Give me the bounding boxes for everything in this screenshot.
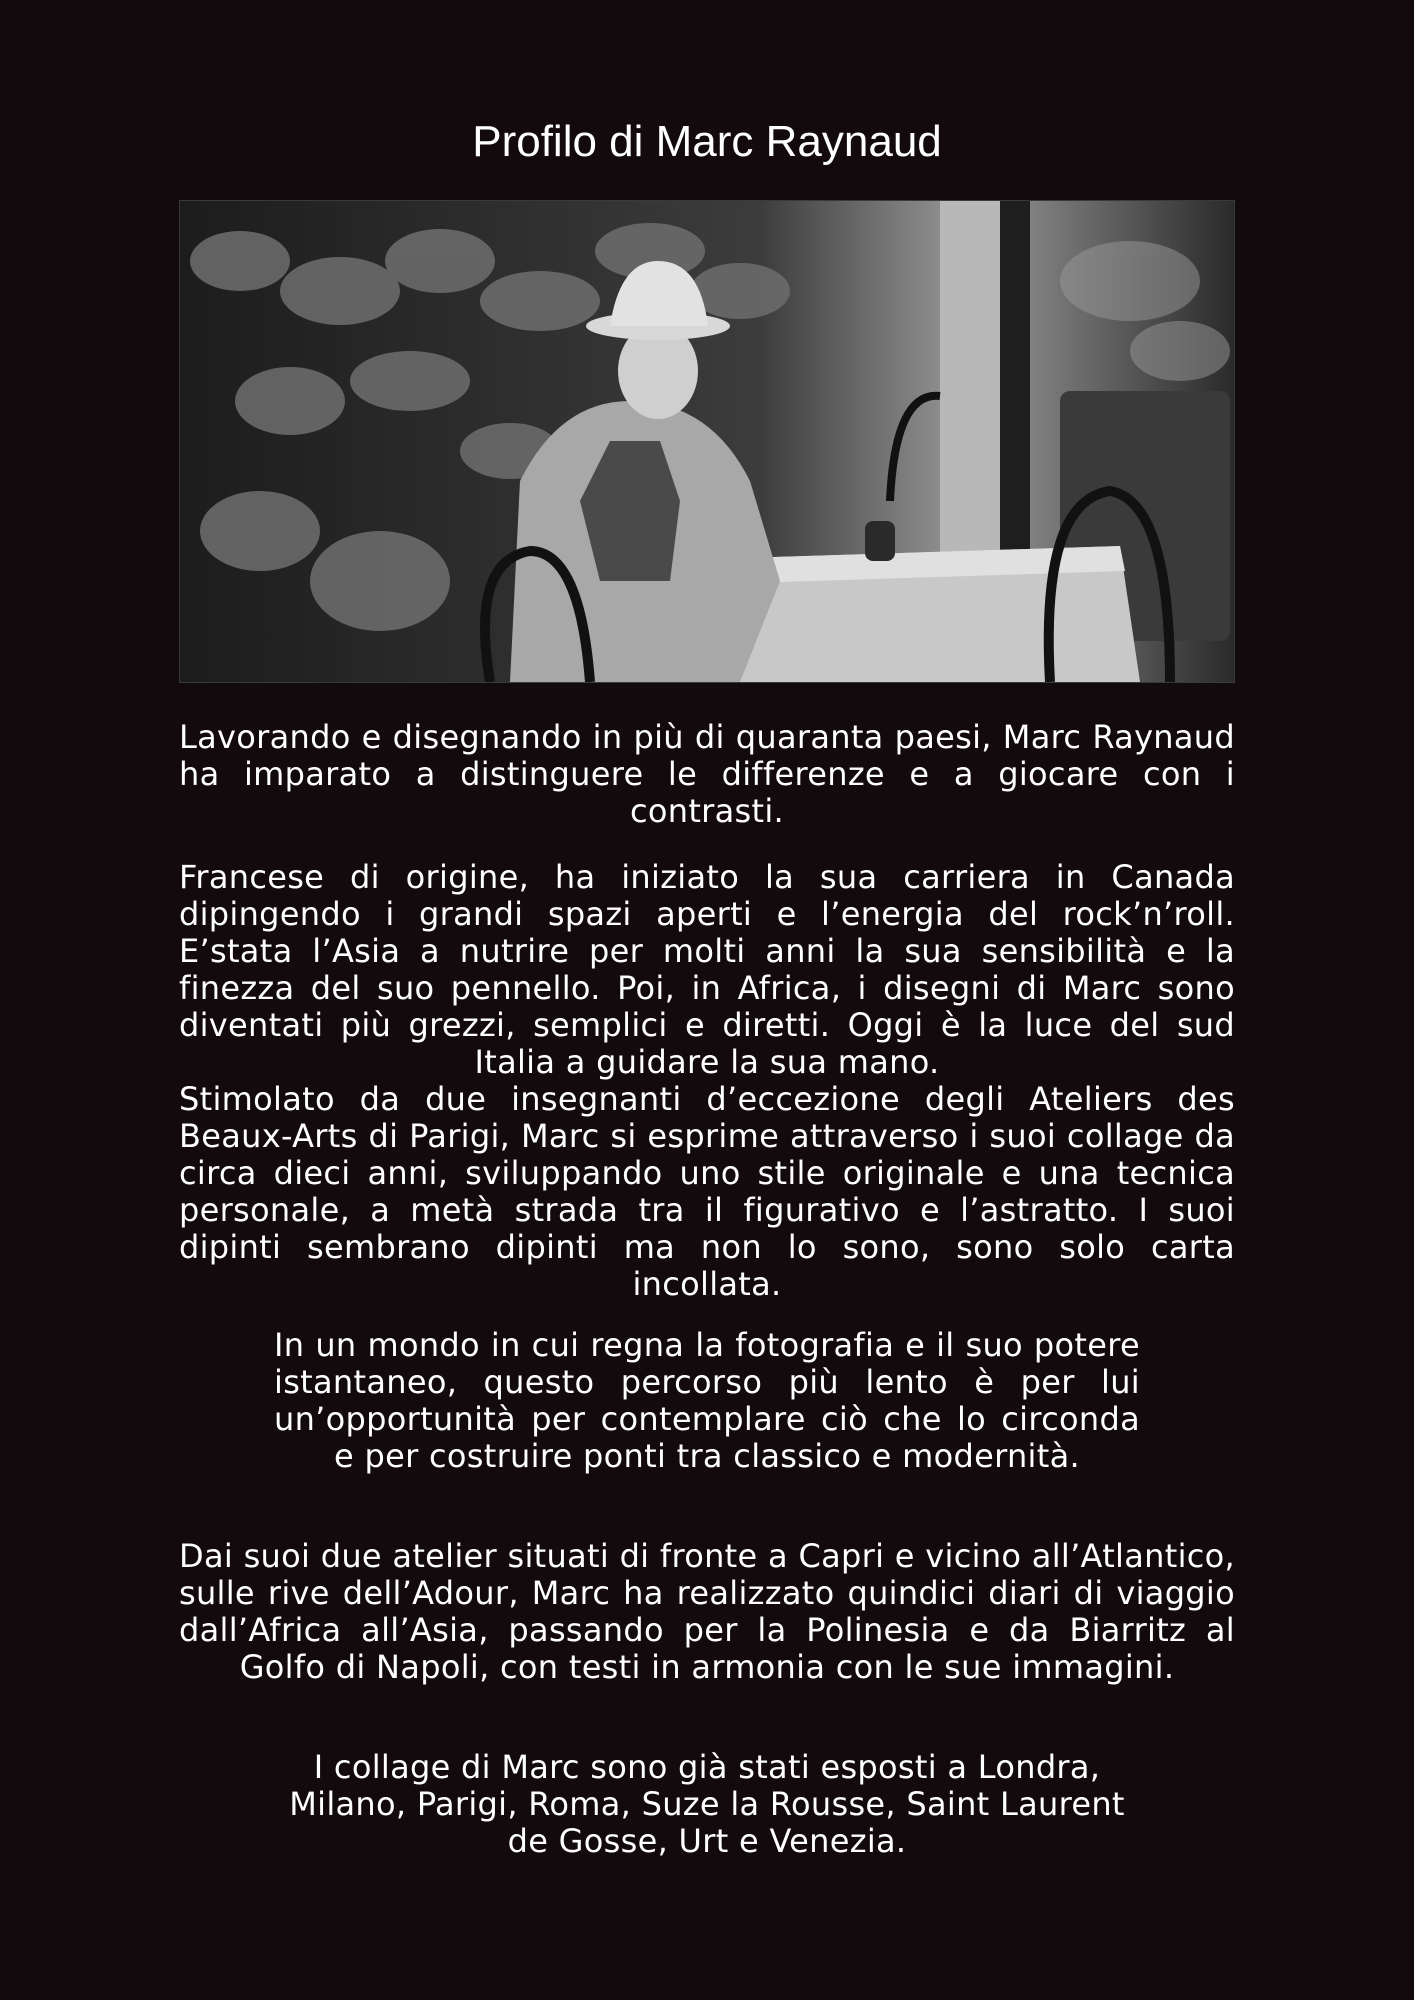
paragraph-exhibitions: I collage di Marc sono già stati esposti a Londra, Milano, Parigi, Roma, Suze la Rousse, Saint Laurent de Gosse, Urt e Venezia. [289,1748,1125,1860]
paragraph-intro: Lavorando e disegnando in più di quaranta paesi, Marc Raynaud ha imparato a distinguere le differenze e a giocare con i contrasti. [179,718,1235,830]
portrait-photo-icon [180,201,1234,682]
paragraph-collage: Stimolato da due insegnanti d’eccezione degli Ateliers des Beaux-Arts di Parigi, Marc si esprime attraverso i suoi collage da circa dieci anni, sviluppando uno stile originale e una tecnica personale, a metà strada tra il figurativo e l’astratto. I suoi dipinti sembrano dipinti ma non lo sono, sono solo carta incollata. [179,1080,1235,1303]
artist-photo [179,200,1235,683]
paragraph-photography: In un mondo in cui regna la fotografia e il suo potere istantaneo, questo percorso più lento è per lui un’opportunità per contemplare ciò che lo circonda e per costruire ponti tra classico e modernità. [274,1326,1140,1475]
paragraph-career: Francese di origine, ha iniziato la sua carriera in Canada dipingendo i grandi spazi aperti e l’energia del rock’n’roll. E’stata l’Asia a nutrire per molti anni la sua sensibilità e la finezza del suo pennello. Poi, in Africa, i disegni di Marc sono diventati più grezzi, semplici e diretti. Oggi è la luce del sud Italia a guidare la sua mano. [179,858,1235,1081]
paragraph-ateliers: Dai suoi due atelier situati di fronte a Capri e vicino all’Atlantico, sulle rive dell’Adour, Marc ha realizzato quindici diari di viaggio dall’Africa all’Asia, passando per la Polinesia e da Biarritz al Golfo di Napoli, con testi in armonia con le sue immagini. [179,1537,1235,1686]
page-title: Profilo di Marc Raynaud [472,117,942,166]
